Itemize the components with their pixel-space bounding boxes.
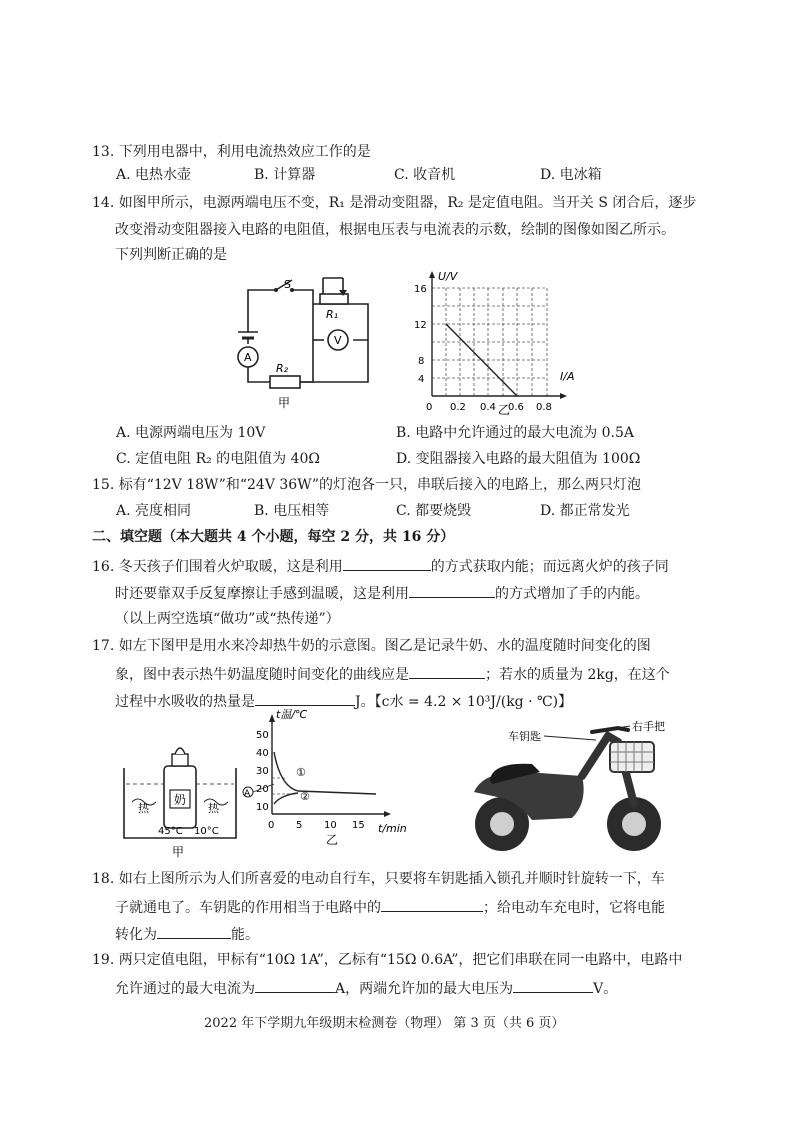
q13-option-c: C. 收音机 <box>394 167 456 183</box>
q17-line1: 17. 如左下图甲是用水来冷却热牛奶的示意图。图乙是记录牛奶、水的温度随时间变化的图 <box>92 638 651 654</box>
temp-graph-caption: 乙 <box>326 833 339 847</box>
ammeter-label: A <box>244 351 252 364</box>
ytick-16: 16 <box>414 284 427 295</box>
q17-text-2a: 象，图中表示热牛奶温度随时间变化的曲线应是 <box>115 667 409 683</box>
q18-text-3b: 能。 <box>231 927 259 943</box>
q19-line2 <box>115 978 617 998</box>
temp-xlabel: t/min <box>378 822 407 835</box>
q16-text-1a: 16. 冬天孩子们围着火炉取暖，这是利用 <box>92 559 343 575</box>
handlebar-icon <box>592 728 628 732</box>
xtick-0: 0 <box>426 402 433 413</box>
temp-xtick-5: 5 <box>296 820 303 831</box>
ytick-12: 12 <box>414 320 427 331</box>
q14-line1: 14. 如图甲所示，电源两端电压不变，R₁ 是滑动变阻器，R₂ 是定值电阻。当开关 S 闭合后，逐步 <box>92 195 697 211</box>
temp-ytick-20: 20 <box>256 784 269 795</box>
page-footer: 2022 年下学期九年级期末检测卷（物理） 第 3 页（共 6 页） <box>204 1016 565 1031</box>
temp-ytick-40: 40 <box>256 748 269 759</box>
q18-text-3a: 转化为 <box>115 927 157 943</box>
q16-text-2b: 的方式增加了手的内能。 <box>495 586 649 602</box>
q15-option-c: C. 都要烧毁 <box>396 503 472 519</box>
temp-xtick-10: 10 <box>324 820 337 831</box>
xtick-0.2: 0.2 <box>450 402 466 413</box>
q18-ebike-figure <box>462 712 682 862</box>
q17-text-3a: 过程中水吸收的热量是 <box>115 694 255 710</box>
q14-ui-graph <box>412 268 582 418</box>
q18-text-2a: 子就通电了。车钥匙的作用相当于电路中的 <box>115 900 381 916</box>
temp-xtick-15: 15 <box>352 820 365 831</box>
q14-option-b: B. 电路中允许通过的最大电流为 0.5A <box>396 425 635 441</box>
r2-label: R₂ <box>276 362 289 375</box>
xtick-0.6: 0.6 <box>508 402 524 413</box>
temp-xtick-0: 0 <box>268 820 275 831</box>
q17-line2 <box>115 664 670 684</box>
q19-line1: 19. 两只定值电阻，甲标有“10Ω 1A”，乙标有“15Ω 0.6A”，把它们串联在同一电路中，电路中 <box>92 952 683 968</box>
q16-text-2a: 时还要靠双手反复摩擦让手感到温暖，这是利用 <box>115 586 409 602</box>
beaker-caption: 甲 <box>172 845 185 859</box>
q16-line1 <box>92 556 669 576</box>
ytick-4: 4 <box>418 374 425 385</box>
q19-blank-2[interactable] <box>513 978 593 993</box>
nipple-icon <box>175 748 185 754</box>
q17-temp-graph <box>236 704 416 850</box>
q19-text-2c: V。 <box>593 981 618 997</box>
graph-xlabel: I/A <box>560 370 575 383</box>
curve-1-label: ① <box>296 766 306 779</box>
q14-option-c: C. 定值电阻 R₂ 的电阻值为 40Ω <box>116 451 321 467</box>
ytick-8: 8 <box>418 356 425 367</box>
q14-option-d: D. 变阻器接入电路的最大阻值为 100Ω <box>396 451 641 467</box>
q15-option-d: D. 都正常发光 <box>540 503 630 519</box>
q18-text-2b: ；给电动车充电时，它将电能 <box>483 900 665 916</box>
section-2-heading: 二、填空题（本大题共 4 个小题，每空 2 分，共 16 分） <box>92 529 455 545</box>
water-temp: 10°C <box>194 826 219 837</box>
xtick-0.8: 0.8 <box>536 402 552 413</box>
q17-beaker-figure <box>118 740 242 860</box>
q13-option-b: B. 计算器 <box>254 167 316 183</box>
handle-label: 右手把 <box>632 720 665 733</box>
q18-blank-1[interactable] <box>381 897 483 912</box>
q17-blank-1[interactable] <box>409 664 485 679</box>
voltmeter-label: V <box>334 334 342 347</box>
hot-right-label: 热 <box>208 802 219 815</box>
q16-line2 <box>115 583 649 603</box>
temp-ytick-10: 10 <box>256 802 269 813</box>
q18-line2 <box>115 897 665 917</box>
curve-2-label: ② <box>300 790 310 803</box>
temp-ylabel: t温/℃ <box>276 708 308 721</box>
q19-text-2a: 允许通过的最大电流为 <box>115 981 255 997</box>
q15-option-a: A. 亮度相同 <box>116 503 192 519</box>
q18-line3 <box>115 924 259 944</box>
q16-line3: （以上两空选填“做功”或“热传递”） <box>115 611 340 627</box>
q14-line2: 改变滑动变阻器接入电路的电阻值，根据电压表与电流表的示数，绘制的图像如图乙所示。 <box>115 222 675 238</box>
q13-option-d: D. 电冰箱 <box>540 167 602 183</box>
q14-option-a: A. 电源两端电压为 10V <box>116 425 266 441</box>
xtick-0.4: 0.4 <box>480 402 496 413</box>
q13-stem: 13. 下列用电器中，利用电流热效应工作的是 <box>92 144 371 160</box>
q19-text-2b: A，两端允许加的最大电压为 <box>335 981 514 997</box>
point-a-label: A <box>244 789 251 799</box>
q18-line1: 18. 如右上图所示为人们所喜爱的电动自行车，只要将车钥匙插入锁孔并顺时针旋转一下，车 <box>92 871 665 887</box>
q16-text-1b: 的方式获取内能；而远离火炉的孩子同 <box>430 559 669 575</box>
milk-label: 奶 <box>174 793 187 807</box>
temp-ytick-50: 50 <box>256 730 269 741</box>
graph-caption: 乙 <box>498 403 511 417</box>
q15-stem: 15. 标有“12V 18W”和“24V 36W”的灯泡各一只，串联后接入的电路上，那么两只灯泡 <box>92 477 642 493</box>
basket-icon <box>610 742 654 772</box>
q18-blank-2[interactable] <box>157 924 231 939</box>
q19-blank-1[interactable] <box>255 978 335 993</box>
temp-ytick-30: 30 <box>256 766 269 777</box>
q14-circuit-diagram <box>228 272 388 422</box>
q16-blank-1[interactable] <box>343 556 431 571</box>
q17-text-2b: ；若水的质量为 2kg，在这个 <box>485 667 670 683</box>
graph-ylabel: U/V <box>438 270 458 283</box>
q13-option-a: A. 电热水壶 <box>116 167 192 183</box>
circuit-caption: 甲 <box>278 396 291 410</box>
switch-label: S <box>284 278 291 291</box>
q16-blank-2[interactable] <box>409 583 495 598</box>
key-label: 车钥匙 <box>508 730 541 743</box>
q17-text-3b: J。【c水 = 4.2 × 10³J/(kg · ℃)】 <box>355 694 573 710</box>
hot-left-label: 热 <box>138 802 149 815</box>
q14-line3: 下列判断正确的是 <box>115 247 227 263</box>
q15-option-b: B. 电压相等 <box>254 503 330 519</box>
r1-label: R₁ <box>326 308 339 321</box>
milk-temp: 45°C <box>158 826 183 837</box>
